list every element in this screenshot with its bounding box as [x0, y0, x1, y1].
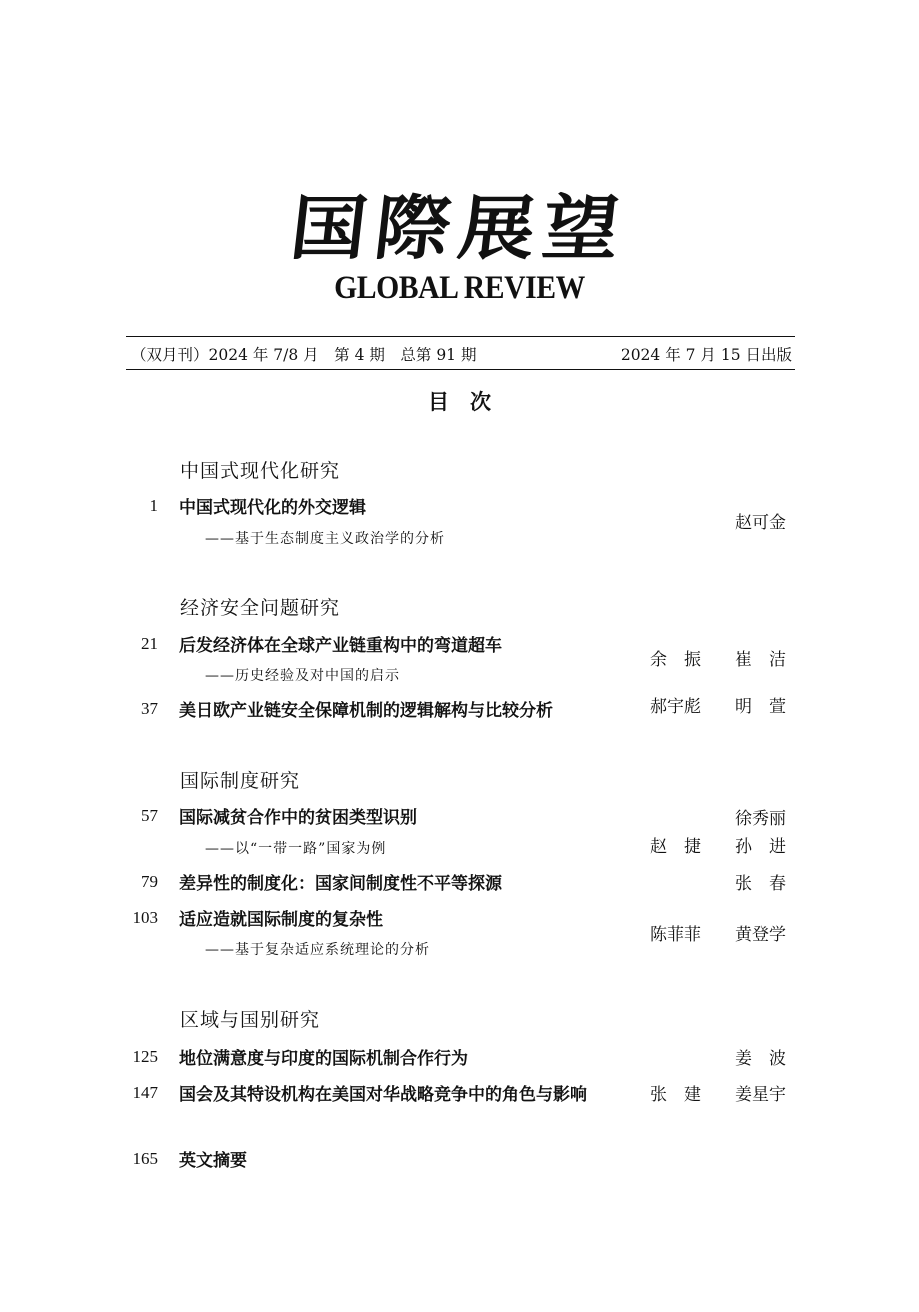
article-title[interactable]: 国际减贫合作中的贫困类型识别: [179, 808, 417, 828]
article-title[interactable]: 国会及其特设机构在美国对华战略竞争中的角色与影响: [179, 1085, 587, 1105]
article-subtitle: ——历史经验及对中国的启示: [205, 668, 400, 684]
article-subtitle: ——基于复杂适应系统理论的分析: [205, 942, 430, 958]
article-author: 徐秀丽: [735, 809, 786, 829]
article-title[interactable]: 英文摘要: [179, 1151, 247, 1171]
contents-heading: 目 次: [428, 390, 491, 414]
article-page-number: 21: [141, 634, 158, 653]
article-author: 余 振: [650, 650, 701, 670]
article-author: 陈菲菲: [650, 925, 701, 945]
section-heading: 区域与国别研究: [180, 1009, 321, 1031]
article-title[interactable]: 地位满意度与印度的国际机制合作行为: [179, 1049, 468, 1069]
article-page-number: 79: [141, 872, 158, 891]
section-heading: 国际制度研究: [180, 770, 301, 792]
article-page-number: 1: [149, 496, 158, 515]
article-author: 赵 捷: [650, 837, 701, 857]
publication-date: 2024 年 7 月 15 日出版: [620, 346, 792, 364]
article-author: 郝宇彪: [650, 697, 701, 717]
article-title[interactable]: 后发经济体在全球产业链重构中的弯道超车: [179, 636, 502, 656]
article-page-number: 57: [141, 806, 158, 825]
article-subtitle: ——以“一带一路”国家为例: [205, 841, 387, 857]
article-author: 张 建: [650, 1085, 701, 1105]
article-author: 孙 进: [735, 837, 786, 857]
journal-logo-english: GLOBAL REVIEW: [334, 270, 585, 306]
article-author: 崔 洁: [735, 650, 786, 670]
article-author: 张 春: [735, 874, 786, 894]
article-author: 赵可金: [735, 513, 786, 533]
article-title[interactable]: 适应造就国际制度的复杂性: [179, 910, 383, 930]
article-author: 明 萱: [735, 697, 786, 717]
article-page-number: 125: [132, 1047, 158, 1066]
issue-info: （双月刊）2024 年 7/8 月 第 4 期 总第 91 期: [131, 346, 477, 364]
article-author: 姜 波: [735, 1049, 786, 1069]
article-page-number: 147: [132, 1083, 158, 1102]
article-page-number: 37: [141, 699, 158, 718]
issue-rule-top: [126, 336, 795, 337]
section-heading: 中国式现代化研究: [180, 460, 341, 482]
article-author: 黄登学: [735, 925, 786, 945]
article-page-number: 103: [132, 908, 158, 927]
article-subtitle: ——基于生态制度主义政治学的分析: [205, 531, 445, 547]
article-title[interactable]: 中国式现代化的外交逻辑: [179, 498, 366, 518]
issue-rule-bottom: [126, 369, 795, 370]
section-heading: 经济安全问题研究: [180, 597, 341, 619]
article-page-number: 165: [132, 1149, 158, 1168]
article-author: 姜星宇: [735, 1085, 786, 1105]
article-title[interactable]: 差异性的制度化：国家间制度性不平等探源: [179, 874, 502, 894]
article-title[interactable]: 美日欧产业链安全保障机制的逻辑解构与比较分析: [179, 701, 553, 721]
journal-logo-chinese: 国際展望: [286, 187, 632, 269]
